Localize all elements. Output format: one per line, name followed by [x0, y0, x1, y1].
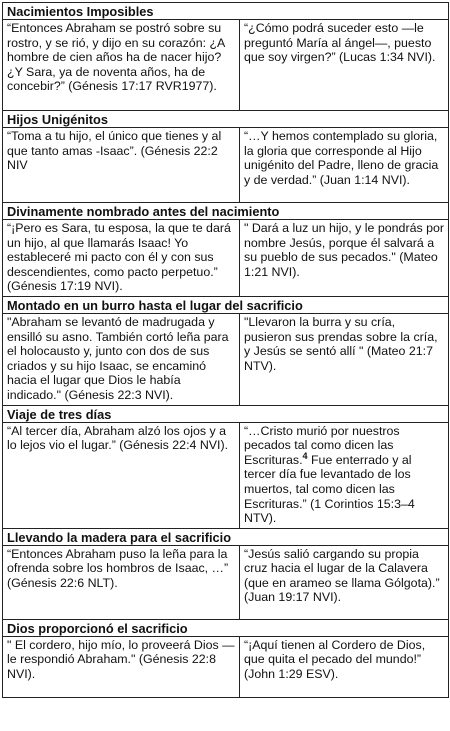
verse-text: “…Cristo murió por nuestros pecados tal como dicen las Escrituras.: [244, 423, 400, 467]
old-testament-cell: “Al tercer día, Abraham alzó los ojos y a lo lejos vio el lugar.” (Génesis 22:4 NVI).: [3, 422, 240, 528]
new-testament-cell: " Dará a luz un hijo, y le pondrás por nombre Jesús, porque él salvará a su pueblo de sus pecados." (Mateo 1:21 NVI).: [240, 220, 449, 297]
section-heading-row: [3, 203, 449, 220]
section-heading: Llevando la madera para el sacrificio: [3, 528, 449, 545]
new-testament-cell: “…Y hemos contemplado su gloria, la gloria que corresponde al Hijo unigénito del Padre, lleno de gracia y de verdad.” (Juan 1:14 NVI).: [240, 128, 449, 203]
old-testament-cell: “Entonces Abraham se postró sobre su rostro, y se rió, y dijo en su corazón: ¿A hombre de cien años ha de nacer hijo? ¿Y Sara, ya de noventa años, ha de concebir?” (Génesis 17:17 RVR1977).: [3, 20, 240, 111]
old-testament-cell: " El cordero, hijo mío, lo proveerá Dios —le respondió Abraham." (Génesis 22:8 NVI).: [3, 636, 240, 697]
old-testament-cell: "Abraham se levantó de madrugada y ensilló su asno. También cortó leña para el holocausto y, junto con dos de sus criados y su hijo Isaac, se encaminó hacia el lugar que Dios le había indicado." (Génesis 22:3 NVI).: [3, 313, 240, 405]
section-heading-row: [3, 3, 449, 20]
section-heading: Dios proporcionó el sacrificio: [3, 619, 449, 636]
old-testament-cell: “Toma a tu hijo, el único que tienes y al que tanto amas -Isaac”. (Génesis 22:2 NIV: [3, 128, 240, 203]
old-testament-cell: “¡Pero es Sara, tu esposa, la que te dará un hijo, al que llamarás Isaac! Yo estableceré mi pacto con él y con sus descendientes, como pacto perpetuo.” (Génesis 17:19 NVI).: [3, 220, 240, 297]
section-content-row: [3, 545, 449, 619]
section-heading: Montado en un burro hasta el lugar del sacrificio: [3, 296, 449, 313]
section-heading: Hijos Unigénitos: [3, 111, 449, 128]
section-content-row: [3, 128, 449, 203]
section-content-row: [3, 422, 449, 528]
new-testament-cell: “¡Aquí tienen al Cordero de Dios, que quita el pecado del mundo!” (John 1:29 ESV).: [240, 636, 449, 697]
section-content-row: [3, 313, 449, 405]
section-heading: Divinamente nombrado antes del nacimiento: [3, 203, 449, 220]
new-testament-cell: “¿Cómo podrá suceder esto —le preguntó María al ángel—, puesto que soy virgen?” (Lucas 1:34 NVI).: [240, 20, 449, 111]
old-testament-cell: “Entonces Abraham puso la leña para la ofrenda sobre los hombros de Isaac, …” (Génesis 22:6 NLT).: [3, 545, 240, 619]
section-heading-row: [3, 619, 449, 636]
new-testament-cell: [240, 422, 449, 528]
verse-text: Fue enterrado y al tercer día fue levantado de los muertos, tal como dicen las Escrituras.” (1 Corintios 15:3–4 NTV).: [244, 452, 415, 526]
verse-number: 4: [302, 450, 308, 461]
new-testament-cell: "Llevaron la burra y su cría, pusieron sus prendas sobre la cría, y Jesús se sentó allí " (Mateo 21:7 NTV).: [240, 313, 449, 405]
comparison-table: [2, 2, 449, 698]
section-content-row: [3, 636, 449, 697]
section-heading-row: [3, 296, 449, 313]
section-heading-row: [3, 405, 449, 422]
section-content-row: [3, 220, 449, 297]
section-heading: Nacimientos Imposibles: [3, 3, 449, 20]
section-heading: Viaje de tres días: [3, 405, 449, 422]
new-testament-cell: “Jesús salió cargando su propia cruz hacia el lugar de la Calavera (que en arameo se llama Gólgota).” (Juan 19:17 NVI).: [240, 545, 449, 619]
section-content-row: [3, 20, 449, 111]
section-heading-row: [3, 528, 449, 545]
section-heading-row: [3, 111, 449, 128]
